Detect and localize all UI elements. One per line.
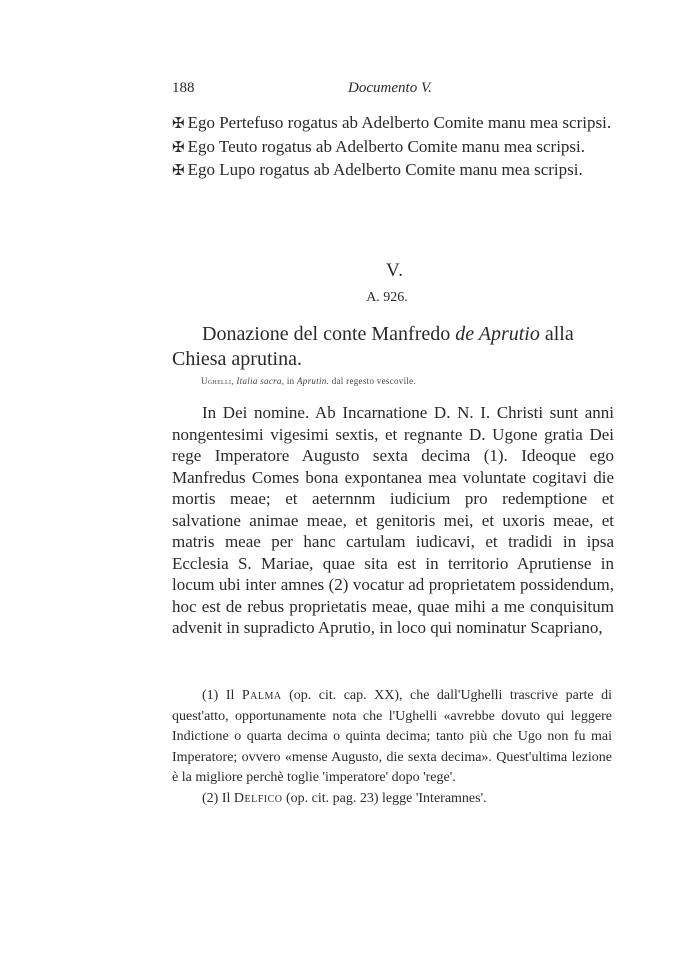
cross-icon: ✠ <box>172 163 185 179</box>
footnote-2 <box>172 789 612 810</box>
source-author: Ughelli <box>201 376 232 386</box>
subscription-text: Ego Pertefuso rogatus ab Adelberto Comite manu mea scripsi. <box>187 113 612 132</box>
source-work: Italia sacra <box>236 376 282 386</box>
document-title <box>172 322 617 372</box>
running-title: Documento V. <box>348 80 432 96</box>
document-body: In Dei nomine. Ab Incarnatione D. N. I. Christi sunt anni nongentesimi vigesimi sextis, et regnante D. Ugone gratia Dei rege Imperatore Augusto sexta decima (1). Ideoque ego Manfredus Comes bona expontanea mea voluntate cogitavi die mortis meae; et aeternnm iudicium pro redemptione et salvatione animae meae, et genitoris mei, et uxoris meae, et matris meae per hanc cartulam iudicavi, et tradidi in ipsa Ecclesia S. Mariae, quae sita est in territorio Aprutiense in locum ubi inter amnes (2) vocatur ad proprietatem possidendum, hoc est de rebus proprietatis meae, quae mihi a me conquisitum advenit in supradicto Aprutio, in loco qui nominatur Scapriano, <box>172 403 614 637</box>
document-year: A. 926. <box>366 290 408 305</box>
footnote-mark: (2) Il <box>202 790 234 806</box>
page-number: 188 <box>172 80 195 96</box>
cross-icon: ✠ <box>172 139 185 156</box>
source-middle: , in <box>281 376 297 386</box>
subscription-text: Ego Lupo rogatus ab Adelberto Comite manu mea scripsi. <box>187 160 583 179</box>
footnote-text: (op. cit. cap. XX), che dall'Ughelli trascrive parte di quest'atto, opportunamente nota che l'Ughelli «avrebbe dovuto qui leggere Indictione o quarta decima o quinta decima; tanto più che Ugo non fu mai Imperatore; ovvero «mense Augusto, die sexta decima». Quest'ultima lezione è la migliore perchè toglie 'imperatore' dopo 'rege'. <box>172 688 612 785</box>
subscription-text: Ego Teuto rogatus ab Adelberto Comite manu mea scripsi. <box>187 136 586 156</box>
subscription-line <box>172 159 614 183</box>
footnote-1 <box>172 686 612 789</box>
footnote-author: Delfico <box>233 790 283 806</box>
subscription-line <box>172 112 614 136</box>
title-text-before: Donazione del conte Manfredo <box>202 323 456 345</box>
footnote-mark: (1) Il <box>202 688 242 703</box>
title-text-italic: de Aprutio <box>455 323 540 345</box>
title-text-after: alla Chiesa aprutina. <box>172 323 574 370</box>
footnotes <box>172 686 612 809</box>
source-end: dal regesto vescovile. <box>329 376 417 386</box>
page-header <box>172 80 608 102</box>
footnote-text: (op. cit. pag. 23) legge 'Interamnes'. <box>282 790 487 806</box>
document-number: V. <box>385 260 405 281</box>
subscription-line <box>172 136 614 160</box>
footnote-author: Palma <box>241 688 282 703</box>
source-place: Aprutin. <box>297 376 330 386</box>
source-citation: Ughelli, Italia sacra, in Aprutin. dal regesto vescovile. <box>201 376 417 386</box>
cross-icon: ✠ <box>172 116 185 132</box>
subscriptions-block <box>172 112 614 183</box>
